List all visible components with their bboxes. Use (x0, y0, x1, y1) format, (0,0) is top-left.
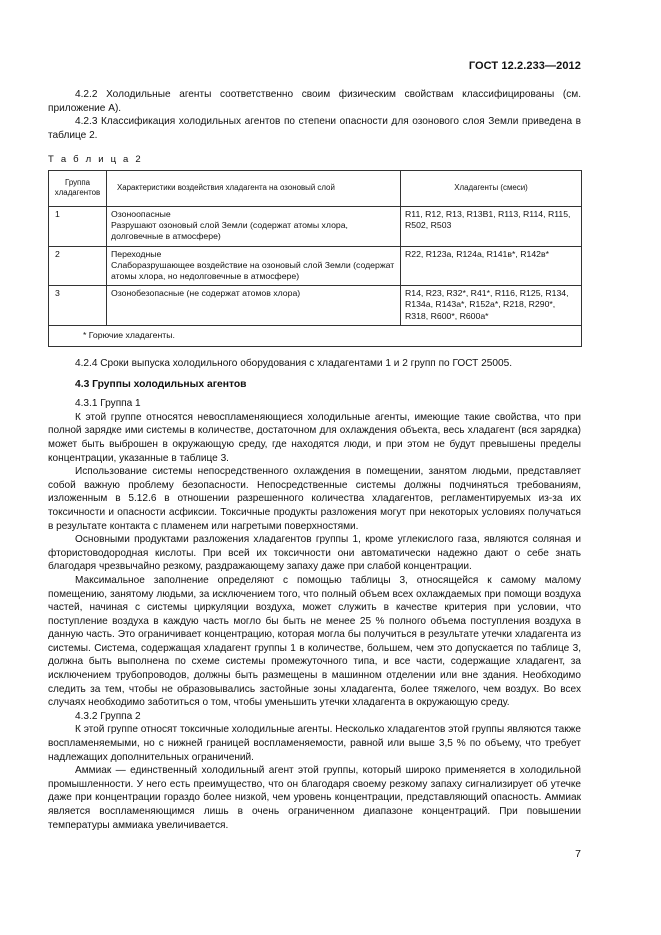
row-characteristics (107, 206, 401, 246)
page-content (48, 88, 581, 832)
table-row (49, 206, 582, 246)
row-refrigerants: R22, R123a, R124a, R141в*, R142в* (401, 246, 582, 286)
header-group (49, 170, 107, 206)
row-characteristics (107, 246, 401, 286)
table-footnote-row (49, 325, 582, 346)
subheading-4-3-2: 4.3.2 Группа 2 (75, 710, 141, 722)
row-title: Озонобезопасные (не содержат атомов хлора) (111, 288, 301, 299)
table-row (49, 246, 582, 286)
group1-paragraph: Максимальное заполнение определяют с помощью таблицы 3, относящейся к самому малому помещению, занятому людьми, за исключением того, что полный объем всех охлаждаемых при помощи воздуха частей, начиная с системы циркуляции воздуха, может служить в качестве критерия при условии, что поступление воздуха в каждую часть могло бы быть не менее 25 % полного объема поступления воздуха в данную часть. Это ограничивает концентрацию, которая могла бы получиться в результате утечки хладагента из системы. Система, содержащая хладагент группы 1 в количестве, большем, чем это допускается по таблице 3, должна быть выполнена по схеме системы промежуточного типа, и все части, содержащие хладагент, за исключением трубопроводов, должны быть размещены в машинном отделении или вне здания. Необходимо следить за тем, чтобы не образовывались застойные зоны хладагента, более тяжелого, чем воздух. Во всех случаях необходимо заботиться о том, чтобы уменьшить утечки хладагента в окружающую среду. (48, 574, 581, 709)
subheading-4-3-1: 4.3.1 Группа 1 (75, 398, 141, 410)
row-group-number: 1 (49, 206, 107, 246)
row-refrigerants: R11, R12, R13, R13B1, R113, R114, R115, R502, R503 (401, 206, 582, 246)
header-group-line2: хладагентов (54, 187, 101, 197)
row-description: Слаборазрушающее воздействие на озоновый слой Земли (содержат атомы хлора, но недолговечные в атмосфере) (111, 259, 395, 281)
group1-paragraph: К этой группе относятся невоспламеняющиеся холодильные агенты, имеющие такие свойства, что при полной зарядке ими системы в количестве, достаточном для охлаждения объекта, весь хладагент (вся зарядка) может быть выброшен в окружающую среду, где находятся люди, и при этом не будут превышены пределы концентрации, указанные в таблице 3. (48, 411, 581, 464)
page-number: 7 (575, 848, 581, 860)
section-heading-4-3: 4.3 Группы холодильных агентов (75, 378, 247, 390)
group1-paragraph: Основными продуктами разложения хладагентов группы 1, кроме углекислого газа, являются соляная и фтористоводородная кислоты. При всей их токсичности они автоматически надежно дают о себе знать благодаря чрезвычайно резкому, раздражающему запаху даже при слабой концентрации. (48, 534, 581, 573)
row-title: Переходные (111, 248, 162, 259)
header-refrigerants: Хладагенты (смеси) (401, 170, 582, 206)
row-characteristics (107, 286, 401, 326)
group1-paragraph: Использование системы непосредственного охлаждения в помещении, занятом людьми, представляет собой важную проблему безопасности. Непосредственные системы должны подчиняться требованиям, изложенным в 5.12.6 в отношении разрешенного количества хладагентов, регламентируемых из-за их токсичности и опасности асфиксии. Токсичные продукты разложения могут при некоторых условиях получаться в результате контакта с пламенем или нагретыми поверхностями. (48, 466, 581, 532)
header-characteristics: Характеристики воздействия хладагента на озоновый слой (107, 170, 401, 206)
paragraph-4-2-4: 4.2.4 Сроки выпуска холодильного оборудования с хладагентами 1 и 2 групп по ГОСТ 25005. (75, 358, 513, 369)
table-caption: Т а б л и ц а 2 (48, 154, 143, 166)
group2-paragraph: К этой группе относят токсичные холодильные агенты. Несколько хладагентов этой группы являются также воспламеняемыми, но с нижней границей воспламеняемости, равной или выше 3,5 % по объему, что требует надлежащих дополнительных ограничений. (48, 724, 581, 763)
row-group-number: 2 (49, 246, 107, 286)
header-group-line1: Группа (64, 177, 90, 187)
table-row (49, 286, 582, 326)
row-title: Озоноопасные (111, 208, 171, 219)
paragraph-4-2-2: 4.2.2 Холодильные агенты соответственно своим физическим свойствам классифицированы (см. приложение А). (48, 89, 581, 114)
row-refrigerants: R14, R23, R32*, R41*, R116, R125, R134, R134a, R143a*, R152a*, R218, R290*, R318, R600*, R600a* (401, 286, 582, 326)
row-group-number: 3 (49, 286, 107, 326)
standard-code-header: ГОСТ 12.2.233—2012 (468, 60, 581, 72)
table-footnote: * Горючие хладагенты. (49, 325, 582, 346)
row-description: Разрушают озоновый слой Земли (содержат атомы хлора, долговечные в атмосфере) (111, 220, 348, 242)
paragraph-4-2-3: 4.2.3 Классификация холодильных агентов по степени опасности для озонового слоя Земли приведена в таблице 2. (48, 116, 581, 141)
table-header-row (49, 170, 582, 206)
table-2 (48, 170, 582, 347)
group2-paragraph: Аммиак — единственный холодильный агент этой группы, который широко применяется в холодильной промышленности. У него есть преимущество, что он благодаря своему резкому запаху сигнализирует об утечке даже при концентрации гораздо более низкой, чем уровень концентрации, представляющий опасность. Аммиак является воспламеняющимся лишь в очень ограниченном диапазоне концентраций. При повышении температуры аммиака увеличивается. (48, 765, 581, 831)
